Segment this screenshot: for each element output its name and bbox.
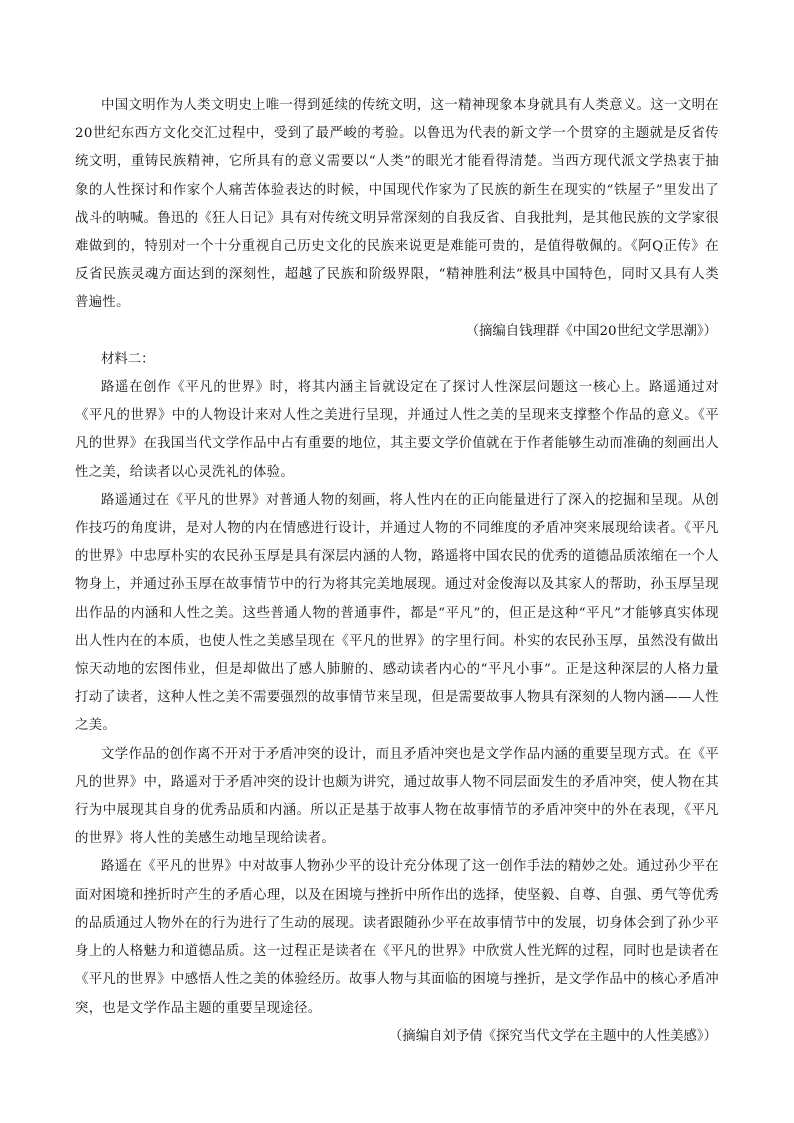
material-one-source: （摘编自钱理群《中国20世纪文学思潮》）	[465, 323, 717, 339]
material-two-source: （摘编自刘予倩《探究当代文学在主题中的人性美感》）	[388, 1028, 717, 1044]
document-page	[75, 92, 719, 1051]
material-two-paragraph-4: 路遥在《平凡的世界》中对故事人物孙少平的设计充分体现了这一创作手法的精妙之处。通过孙少平在面对困境和挫折时产生的矛盾心理，以及在困境与挫折中所作出的选择，使坚毅、自尊、自强、勇气等优秀的品质通过人物外在的行为进行了生动的展现。读者跟随孙少平在故事情节中的发展，切身体会到了孙少平身上的人格魅力和道德品质。这一过程正是读者在《平凡的世界》中欣赏人性光辉的过程，同时也是读者在《平凡的世界》中感悟人性之美的体验经历。故事人物与其面临的困境与挫折，是文学作品中的核心矛盾冲突，也是文学作品主题的重要呈现途径。	[75, 859, 719, 1016]
material-two-paragraph-2: 路遥通过在《平凡的世界》对普通人物的刻画，将人性内在的正向能量进行了深入的挖掘和呈现。从创作技巧的角度讲，是对人物的内在情感进行设计，并通过人物的不同维度的矛盾冲突来展现给读者。《平凡的世界》中忠厚朴实的农民孙玉厚是具有深层内涵的人物，路遥将中国农民的优秀的道德品质浓缩在一个人物身上，并通过孙玉厚在故事情节中的行为将其完美地展现。通过对金俊海以及其家人的帮助，孙玉厚呈现出作品的内涵和人性之美。这些普通人物的普通事件，都是“平凡”的，但正是这种“平凡”才能够真实体现出人性内在的本质，也使人性之美感呈现在《平凡的世界》的字里行间。朴实的农民孙玉厚，虽然没有做出惊天动地的宏图伟业，但是却做出了感人肺腑的、感动读者内心的“平凡小事”。正是这种深层的人格力量打动了读者，这种人性之美不需要强烈的故事情节来呈现，但是需要故事人物具有深刻的人物内涵——人性之美。	[75, 492, 719, 734]
material-one-paragraph: 中国文明作为人类文明史上唯一得到延续的传统文明，这一精神现象本身就具有人类意义。这一文明在20世纪东西方文化交汇过程中，受到了最严峻的考验。以鲁迅为代表的新文学一个贯穿的主题就是反省传统文明，重铸民族精神，它所具有的意义需要以“人类”的眼光才能看得清楚。当西方现代派文学热衷于抽象的人性探讨和作家个人痛苦体验表达的时候，中国现代作家为了民族的新生在现实的“铁屋子”里发出了战斗的呐喊。鲁迅的《狂人日记》具有对传统文明异常深刻的自我反省、自我批判，是其他民族的文学家很难做到的，特别对一个十分重视自己历史文化的民族来说更是难能可贵的，是值得敬佩的。《阿Q正传》在反省民族灵魂方面达到的深刻性，超越了民族和阶级界限，“精神胜利法”极具中国特色，同时又具有人类普遍性。	[75, 98, 719, 311]
material-two-label: 材料二：	[101, 351, 155, 367]
material-two-paragraph-1: 路遥在创作《平凡的世界》时，将其内涵主旨就设定在了探讨人性深层问题这一核心上。路遥通过对《平凡的世界》中的人物设计来对人性之美进行呈现，并通过人性之美的呈现来支撑整个作品的意义。《平凡的世界》在我国当代文学作品中占有重要的地位，其主要文学价值就在于作者能够生动而准确的刻画出人性之美，给读者以心灵洗礼的体验。	[75, 380, 719, 480]
material-two-paragraph-3: 文学作品的创作离不开对于矛盾冲突的设计，而且矛盾冲突也是文学作品内涵的重要呈现方式。在《平凡的世界》中，路遥对于矛盾冲突的设计也颇为讲究，通过故事人物不同层面发生的矛盾冲突，使人物在其行为中展现其自身的优秀品质和内涵。所以正是基于故事人物在故事情节的矛盾冲突中的外在表现，《平凡的世界》将人性的美感生动地呈现给读者。	[75, 746, 719, 847]
